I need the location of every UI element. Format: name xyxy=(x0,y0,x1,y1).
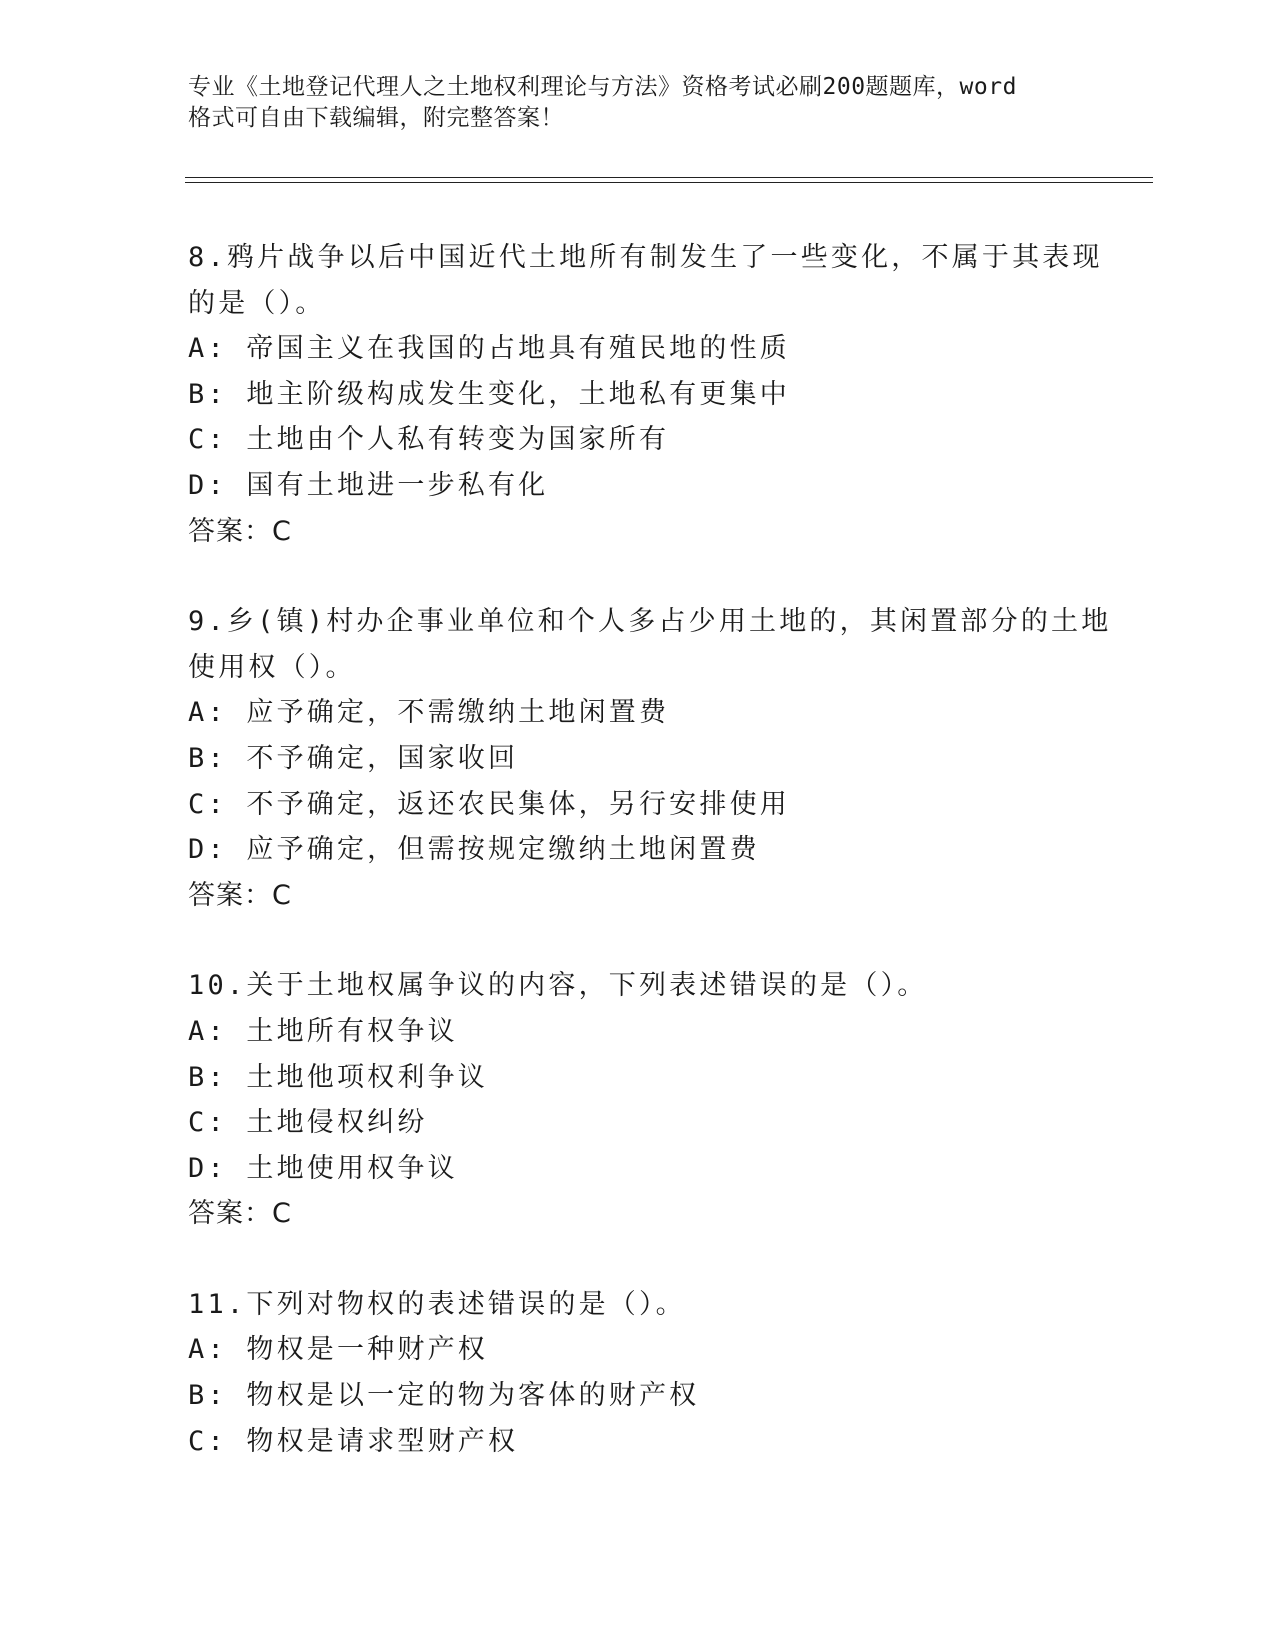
question-11 xyxy=(188,1282,1088,1464)
header-line-1: 专业《土地登记代理人之土地权利理论与方法》资格考试必刷200题题库，word xyxy=(188,74,1017,100)
option-b: B: 地主阶级构成发生变化，土地私有更集中 xyxy=(188,378,790,410)
question-stem-line: 8.鸦片战争以后中国近代土地所有制发生了一些变化，不属于其表现 xyxy=(188,242,1103,273)
question-stem-line: 11.下列对物权的表述错误的是（）。 xyxy=(188,1288,686,1320)
question-stem-line: 10.关于土地权属争议的内容，下列表述错误的是（）。 xyxy=(188,970,928,1002)
option-a: A: 物权是一种财产权 xyxy=(188,1334,488,1366)
option-d: D: 土地使用权争议 xyxy=(188,1152,458,1184)
question-9 xyxy=(188,599,1112,918)
answer-label: 答案： xyxy=(188,515,272,547)
answer-label: 答案： xyxy=(188,1198,272,1230)
question-list xyxy=(188,235,1112,1509)
answer xyxy=(188,509,1088,555)
option-c: C: 土地侵权纠纷 xyxy=(188,1107,428,1139)
question-10 xyxy=(188,963,1088,1237)
option-a: A: 应予确定，不需缴纳土地闲置费 xyxy=(188,697,670,729)
option-d: D: 国有土地进一步私有化 xyxy=(188,469,549,501)
answer xyxy=(188,873,1088,919)
option-a: A: 帝国主义在我国的占地具有殖民地的性质 xyxy=(188,333,790,365)
question-stem-line: 9.乡(镇)村办企事业单位和个人多占少用土地的，其闲置部分的土地 xyxy=(188,606,1112,638)
header-divider-top xyxy=(185,177,1153,178)
answer-value: C xyxy=(272,1198,292,1230)
option-c: C: 土地由个人私有转变为国家所有 xyxy=(188,424,670,456)
option-b: B: 土地他项权利争议 xyxy=(188,1061,488,1093)
header-divider-bottom xyxy=(185,182,1153,183)
option-b: B: 物权是以一定的物为客体的财产权 xyxy=(188,1380,700,1412)
option-c: C: 不予确定，返还农民集体，另行安排使用 xyxy=(188,788,790,820)
question-8 xyxy=(188,235,1103,554)
answer-value: C xyxy=(272,879,292,911)
option-a: A: 土地所有权争议 xyxy=(188,1015,458,1047)
answer-label: 答案： xyxy=(188,879,272,911)
option-d: D: 应予确定，但需按规定缴纳土地闲置费 xyxy=(188,834,760,866)
option-b: B: 不予确定，国家收回 xyxy=(188,742,519,774)
header-line-2: 格式可自由下载编辑，附完整答案！ xyxy=(188,105,564,131)
question-stem-line: 的是（）。 xyxy=(188,287,326,319)
answer xyxy=(188,1191,1088,1237)
question-stem-line: 使用权（）。 xyxy=(188,651,356,683)
option-c: C: 物权是请求型财产权 xyxy=(188,1425,519,1457)
answer-value: C xyxy=(272,515,292,547)
document-header xyxy=(188,72,1068,134)
